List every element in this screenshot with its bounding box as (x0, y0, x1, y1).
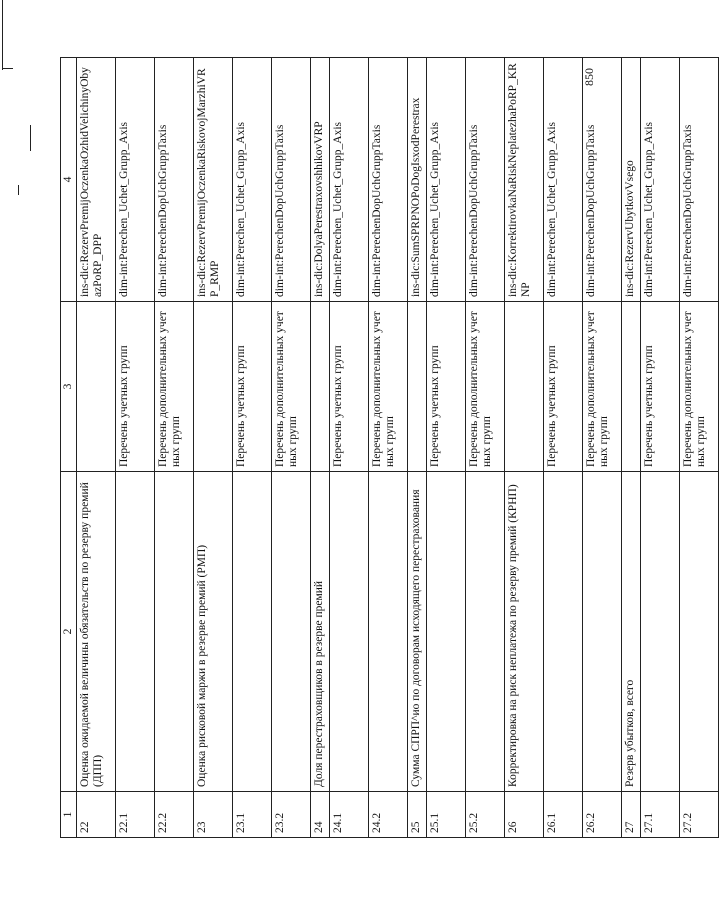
scan-mark (30, 125, 31, 151)
page-number: 850 (582, 68, 596, 86)
row-group-cell: Перечень учетных групп (641, 302, 680, 472)
row-code-cell: dim-int:Perechen_Uchet_Grupp_Axis (116, 58, 155, 302)
row-code-cell: dim-int:PerechenDopUchGruppTaxis (583, 58, 622, 302)
row-number-cell: 27.1 (641, 792, 680, 838)
row-code-cell: dim-int:Perechen_Uchet_Grupp_Axis (233, 58, 272, 302)
row-code-cell: ins-dic:RezervPremijOczenkaRiskovojMarzhiVRP_RMP (194, 58, 233, 302)
row-group-cell: Перечень учетных групп (233, 302, 272, 472)
row-name-cell (116, 472, 155, 792)
row-group-cell: Перечень дополнительных учетных групп (583, 302, 622, 472)
row-group-cell: Перечень учетных групп (116, 302, 155, 472)
row-number-cell: 26.1 (544, 792, 583, 838)
row-number-cell: 27.2 (680, 792, 719, 838)
row-name-cell: Корректировка на риск неплатежа по резерву премий (КРНП) (505, 472, 544, 792)
row-code-cell: ins-dic:RezervPremijOczenkaOzhidVelichinyObyazPoRP_DPP (77, 58, 116, 302)
row-group-cell (408, 302, 427, 472)
row-name-cell (369, 472, 408, 792)
row-number-cell: 23 (194, 792, 233, 838)
row-name-cell: Оценка ожидаемой величины обязательств по резерву премий (ДПП) (77, 472, 116, 792)
table-row (311, 58, 330, 838)
row-code-cell: dim-int:Perechen_Uchet_Grupp_Axis (427, 58, 466, 302)
row-name-cell (233, 472, 272, 792)
table-row (272, 58, 311, 838)
row-group-cell (77, 302, 116, 472)
scan-mark (3, 68, 13, 69)
scan-mark (2, 0, 3, 70)
row-name-cell (466, 472, 505, 792)
row-group-cell: Перечень дополнительных учетных групп (272, 302, 311, 472)
row-name-cell: Оценка рисковой маржи в резерве премий (РМП) (194, 472, 233, 792)
row-name-cell: Сумма СПРП^ио по договорам исходящего перестрахования (408, 472, 427, 792)
row-number-cell: 22 (77, 792, 116, 838)
row-name-cell (583, 472, 622, 792)
row-name-cell: Резерв убытков, всего (622, 472, 641, 792)
row-number-cell: 24.1 (330, 792, 369, 838)
table-row (466, 58, 505, 838)
table-row (641, 58, 680, 838)
row-name-cell: Доля перестраховщиков в резерве премий (311, 472, 330, 792)
row-group-cell: Перечень дополнительных учетных групп (680, 302, 719, 472)
header-row (61, 58, 77, 838)
row-number-cell: 27 (622, 792, 641, 838)
row-number-cell: 26 (505, 792, 544, 838)
row-code-cell: ins-dic:KorrektirovkaNaRiskNeplatezhaPoRP_KRNP (505, 58, 544, 302)
table-row (427, 58, 466, 838)
row-group-cell (311, 302, 330, 472)
row-code-cell: dim-int:PerechenDopUchGruppTaxis (466, 58, 505, 302)
table-row (155, 58, 194, 838)
scan-mark (18, 185, 19, 195)
row-number-cell: 23.2 (272, 792, 311, 838)
header-cell: 2 (61, 472, 77, 792)
table-row (77, 58, 116, 838)
row-group-cell (505, 302, 544, 472)
header-cell: 3 (61, 302, 77, 472)
row-number-cell: 22.2 (155, 792, 194, 838)
row-name-cell (272, 472, 311, 792)
row-group-cell: Перечень учетных групп (544, 302, 583, 472)
row-code-cell: dim-int:Perechen_Uchet_Grupp_Axis (330, 58, 369, 302)
row-code-cell: dim-int:Perechen_Uchet_Grupp_Axis (641, 58, 680, 302)
row-group-cell: Перечень дополнительных учетных групп (155, 302, 194, 472)
row-code-cell: dim-int:PerechenDopUchGruppTaxis (155, 58, 194, 302)
row-code-cell: dim-int:PerechenDopUchGruppTaxis (272, 58, 311, 302)
table-row (116, 58, 155, 838)
table-row (680, 58, 719, 838)
row-code-cell: dim-int:Perechen_Uchet_Grupp_Axis (544, 58, 583, 302)
row-name-cell (680, 472, 719, 792)
table-row (583, 58, 622, 838)
row-number-cell: 25 (408, 792, 427, 838)
row-group-cell: Перечень учетных групп (427, 302, 466, 472)
row-group-cell: Перечень дополнительных учетных групп (369, 302, 408, 472)
row-group-cell: Перечень учетных групп (330, 302, 369, 472)
table-row (408, 58, 427, 838)
table-row (233, 58, 272, 838)
row-number-cell: 22.1 (116, 792, 155, 838)
row-group-cell: Перечень дополнительных учетных групп (466, 302, 505, 472)
table-row (505, 58, 544, 838)
table-row (369, 58, 408, 838)
row-group-cell (622, 302, 641, 472)
row-name-cell (641, 472, 680, 792)
table-row (194, 58, 233, 838)
row-code-cell: ins-dic:SumSPRPNOPoDogIsxodPerestrax (408, 58, 427, 302)
row-code-cell: ins-dic:DolyaPerestraxovshhikovVRP (311, 58, 330, 302)
row-code-cell: ins-dic:RezervUbytkovVsego (622, 58, 641, 302)
data-table (60, 57, 719, 838)
row-name-cell (330, 472, 369, 792)
table-row (330, 58, 369, 838)
row-code-cell: dim-int:PerechenDopUchGruppTaxis (369, 58, 408, 302)
row-group-cell (194, 302, 233, 472)
header-cell: 1 (61, 792, 77, 838)
table-row (544, 58, 583, 838)
table-row (622, 58, 641, 838)
row-number-cell: 24.2 (369, 792, 408, 838)
header-cell: 4 (61, 58, 77, 302)
row-name-cell (155, 472, 194, 792)
row-name-cell (427, 472, 466, 792)
row-number-cell: 23.1 (233, 792, 272, 838)
row-name-cell (544, 472, 583, 792)
row-number-cell: 25.2 (466, 792, 505, 838)
row-number-cell: 26.2 (583, 792, 622, 838)
row-code-cell: dim-int:PerechenDopUchGruppTaxis (680, 58, 719, 302)
row-number-cell: 24 (311, 792, 330, 838)
row-number-cell: 25.1 (427, 792, 466, 838)
